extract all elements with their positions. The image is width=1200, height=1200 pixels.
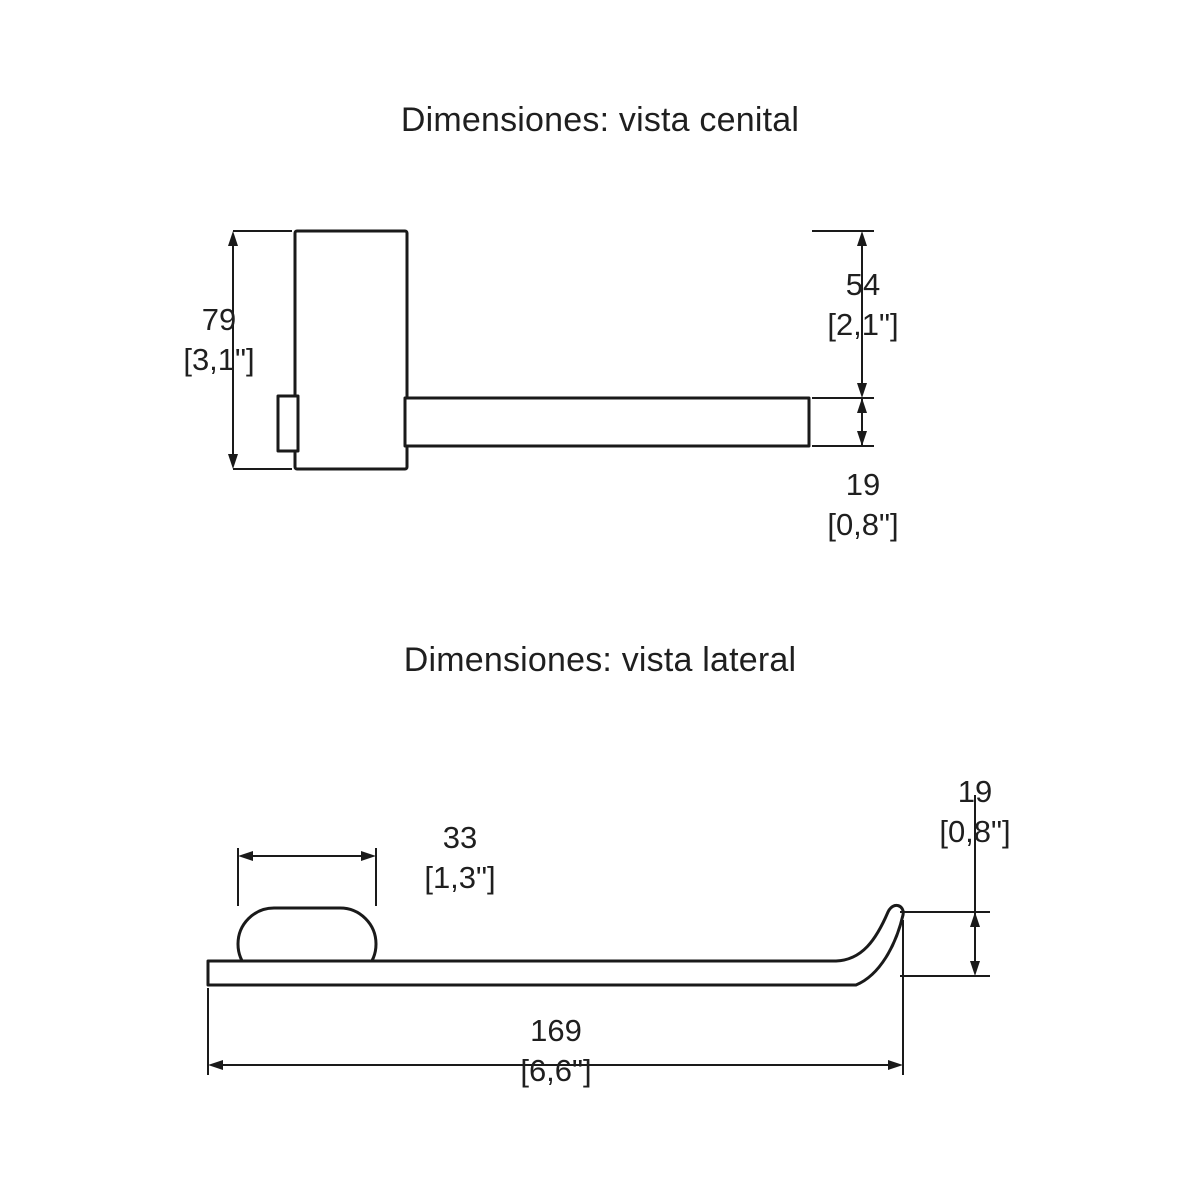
dim-19-top-inch: [0,8"]	[827, 507, 899, 542]
dim-79-inch: [3,1"]	[183, 342, 255, 377]
dim-19-top-mm: 19	[845, 467, 881, 502]
side-view-geometry	[208, 905, 903, 985]
side-view-title: Dimensiones: vista lateral	[403, 641, 797, 679]
dim-169-inch: [6,6"]	[520, 1053, 592, 1088]
dim-169-mm: 169	[530, 1013, 582, 1048]
dim-33-inch: [1,3"]	[424, 860, 496, 895]
dim-label-33	[365, 818, 555, 898]
top-view-title: Dimensiones: vista cenital	[400, 101, 800, 139]
dim-33-lines	[238, 848, 376, 906]
dim-19-side-inch: [0,8"]	[939, 814, 1011, 849]
dim-label-19-top	[768, 465, 958, 545]
dim-label-19-side	[880, 772, 1070, 852]
top-view-geometry	[278, 231, 809, 469]
dim-label-54	[768, 265, 958, 345]
dim-19-top-lines	[812, 398, 874, 446]
dim-79-mm: 79	[201, 302, 237, 337]
dim-54-inch: [2,1"]	[827, 307, 899, 342]
dim-label-169	[461, 1011, 651, 1091]
dim-label-79	[124, 300, 314, 380]
dim-19-side-mm: 19	[957, 774, 993, 809]
dim-33-mm: 33	[442, 820, 478, 855]
dim-54-mm: 54	[845, 267, 881, 302]
